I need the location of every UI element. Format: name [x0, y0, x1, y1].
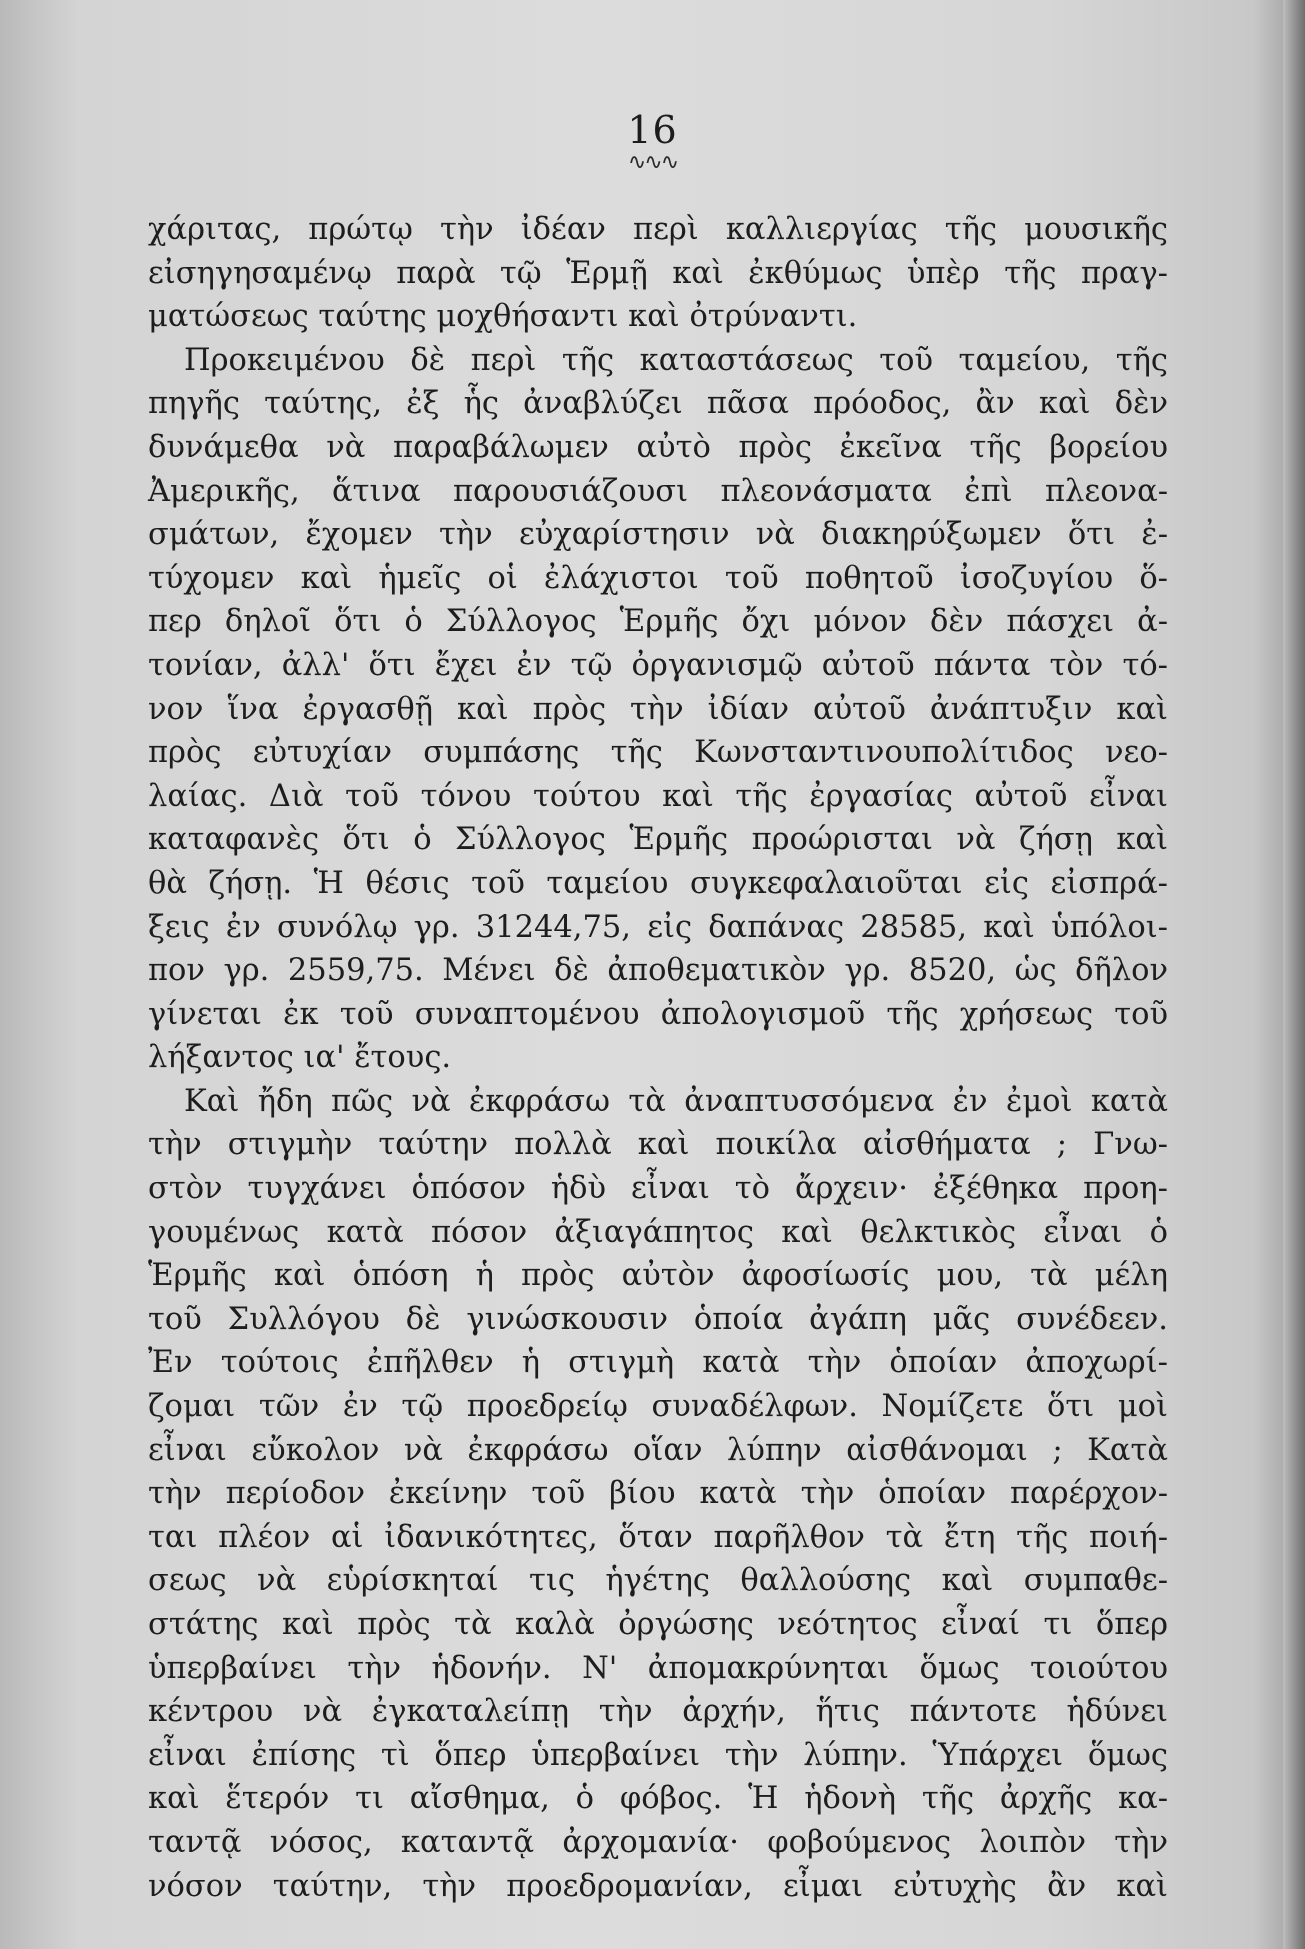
- text-line: κέντρου νὰ ἐγκαταλείπῃ τὴν ἀρχήν, ἥτις πάντοτε ἡδύνει: [148, 1694, 1168, 1730]
- text-line: Ἐν τούτοις ἐπῆλθεν ἡ στιγμὴ κατὰ τὴν ὁποίαν ἀποχωρί-: [148, 1345, 1168, 1381]
- text-line: τονίαν, ἀλλ' ὅτι ἔχει ἐν τῷ ὀργανισμῷ αὐτοῦ πάντα τὸν τό-: [148, 647, 1168, 683]
- text-line: στὸν τυγχάνει ὁπόσον ἡδὺ εἶναι τὸ ἄρχειν· ἐξέθηκα προη-: [148, 1171, 1168, 1207]
- text-line: σμάτων, ἔχομεν τὴν εὐχαρίστησιν νὰ διακηρύξωμεν ὅτι ἐ-: [148, 517, 1168, 553]
- text-line: Ἑρμῆς καὶ ὁπόση ἡ πρὸς αὐτὸν ἀφοσίωσίς μου, τὰ μέλη: [148, 1258, 1168, 1294]
- text-line: ται πλέον αἱ ἰδανικότητες, ὅταν παρῆλθον τὰ ἔτη τῆς ποιή-: [148, 1519, 1168, 1555]
- text-line: τοῦ Συλλόγου δὲ γινώσκουσιν ὁποία ἀγάπη μᾶς συνέδεεν.: [148, 1301, 1168, 1337]
- text-line: ζομαι τῶν ἐν τῷ προεδρείῳ συναδέλφων. Νομίζετε ὅτι μοὶ: [148, 1389, 1168, 1425]
- text-line: γουμένως κατὰ πόσον ἀξιαγάπητος καὶ θελκτικὸς εἶναι ὁ: [148, 1214, 1168, 1250]
- text-line: σεως νὰ εὑρίσκηταί τις ἡγέτης θαλλούσης καὶ συμπαθε-: [148, 1563, 1168, 1599]
- text-line: ταντᾷ νόσος, καταντᾷ ἀρχομανία· φοβούμενος λοιπὸν τὴν: [148, 1824, 1168, 1860]
- text-line: εἶναι εὔκολον νὰ ἐκφράσω οἵαν λύπην αἰσθάνομαι ; Κατὰ: [148, 1432, 1168, 1468]
- text-line: τὴν περίοδον ἐκείνην τοῦ βίου κατὰ τὴν ὁποίαν παρέρχον-: [148, 1476, 1168, 1512]
- text-line: Ἀμερικῆς, ἅτινα παρουσιάζουσι πλεονάσματα ἐπὶ πλεονα-: [148, 473, 1168, 509]
- text-line: γίνεται ἐκ τοῦ συναπτομένου ἀπολογισμοῦ τῆς χρήσεως τοῦ: [148, 996, 1168, 1032]
- text-line: καταφανὲς ὅτι ὁ Σύλλογος Ἑρμῆς προώρισται νὰ ζήσῃ καὶ: [148, 822, 1168, 858]
- text-line: λήξαντος ια' ἔτους.: [148, 1040, 452, 1076]
- text-line: πηγῆς ταύτης, ἐξ ἧς ἀναβλύζει πᾶσα πρόοδος, ἂν καὶ δὲν: [148, 386, 1168, 422]
- text-line: δυνάμεθα νὰ παραβάλωμεν αὐτὸ πρὸς ἐκεῖνα τῆς βορείου: [148, 429, 1168, 465]
- text-line: καὶ ἕτερόν τι αἴσθημα, ὁ φόβος. Ἡ ἡδονὴ τῆς ἀρχῆς κα-: [148, 1781, 1168, 1817]
- text-line: ξεις ἐν συνόλῳ γρ. 31244,75, εἰς δαπάνας 28585, καὶ ὑπόλοι-: [148, 909, 1168, 945]
- text-line: Προκειμένου δὲ περὶ τῆς καταστάσεως τοῦ ταμείου, τῆς: [184, 342, 1168, 378]
- text-line: νον ἵνα ἐργασθῇ καὶ πρὸς τὴν ἰδίαν αὐτοῦ ἀνάπτυξιν καὶ: [148, 691, 1168, 727]
- text-line: πρὸς εὐτυχίαν συμπάσης τῆς Κωνσταντινουπολίτιδος νεο-: [148, 735, 1168, 771]
- text-line: πον γρ. 2559,75. Μένει δὲ ἀποθεματικὸν γρ. 8520, ὡς δῆλον: [148, 953, 1168, 989]
- text-line: περ δηλοῖ ὅτι ὁ Σύλλογος Ἑρμῆς ὄχι μόνον δὲν πάσχει ἀ-: [148, 604, 1168, 640]
- ornament-divider: ∿∿∿: [627, 150, 678, 175]
- text-line: χάριτας, πρώτῳ τὴν ἰδέαν περὶ καλλιεργίας τῆς μουσικῆς: [148, 212, 1168, 247]
- page-edge-shadow: [1283, 0, 1305, 1949]
- page-number: 16: [627, 108, 678, 152]
- text-line: τὴν στιγμὴν ταύτην πολλὰ καὶ ποικίλα αἰσθήματα ; Γνω-: [148, 1127, 1168, 1163]
- body-text: [148, 208, 1168, 1908]
- text-line: εἶναι ἐπίσης τὶ ὅπερ ὑπερβαίνει τὴν λύπην. Ὑπάρχει ὅμως: [148, 1737, 1168, 1773]
- text-line: θὰ ζήσῃ. Ἡ θέσις τοῦ ταμείου συγκεφαλαιοῦται εἰς εἰσπρά-: [148, 865, 1168, 901]
- text-line: Καὶ ἤδη πῶς νὰ ἐκφράσω τὰ ἀναπτυσσόμενα ἐν ἐμοὶ κατὰ: [184, 1083, 1168, 1119]
- text-line: τύχομεν καὶ ἡμεῖς οἱ ἐλάχιστοι τοῦ ποθητοῦ ἰσοζυγίου ὅ-: [148, 560, 1168, 596]
- text-line: στάτης καὶ πρὸς τὰ καλὰ ὀργώσης νεότητος εἶναί τι ὅπερ: [148, 1607, 1168, 1642]
- text-line: ματώσεως ταύτης μοχθήσαντι καὶ ὀτρύναντι.: [148, 299, 858, 335]
- text-line: λαίας. Διὰ τοῦ τόνου τούτου καὶ τῆς ἐργασίας αὐτοῦ εἶναι: [148, 778, 1168, 814]
- text-line: νόσον ταύτην, τὴν προεδρομανίαν, εἶμαι εὐτυχὴς ἂν καὶ: [148, 1868, 1168, 1904]
- text-line: εἰσηγησαμένῳ παρὰ τῷ Ἑρμῇ καὶ ἐκθύμως ὑπὲρ τῆς πραγ-: [148, 255, 1168, 291]
- text-line: ὑπερβαίνει τὴν ἡδονήν. Ν' ἀπομακρύνηται ὅμως τοιούτου: [148, 1650, 1168, 1686]
